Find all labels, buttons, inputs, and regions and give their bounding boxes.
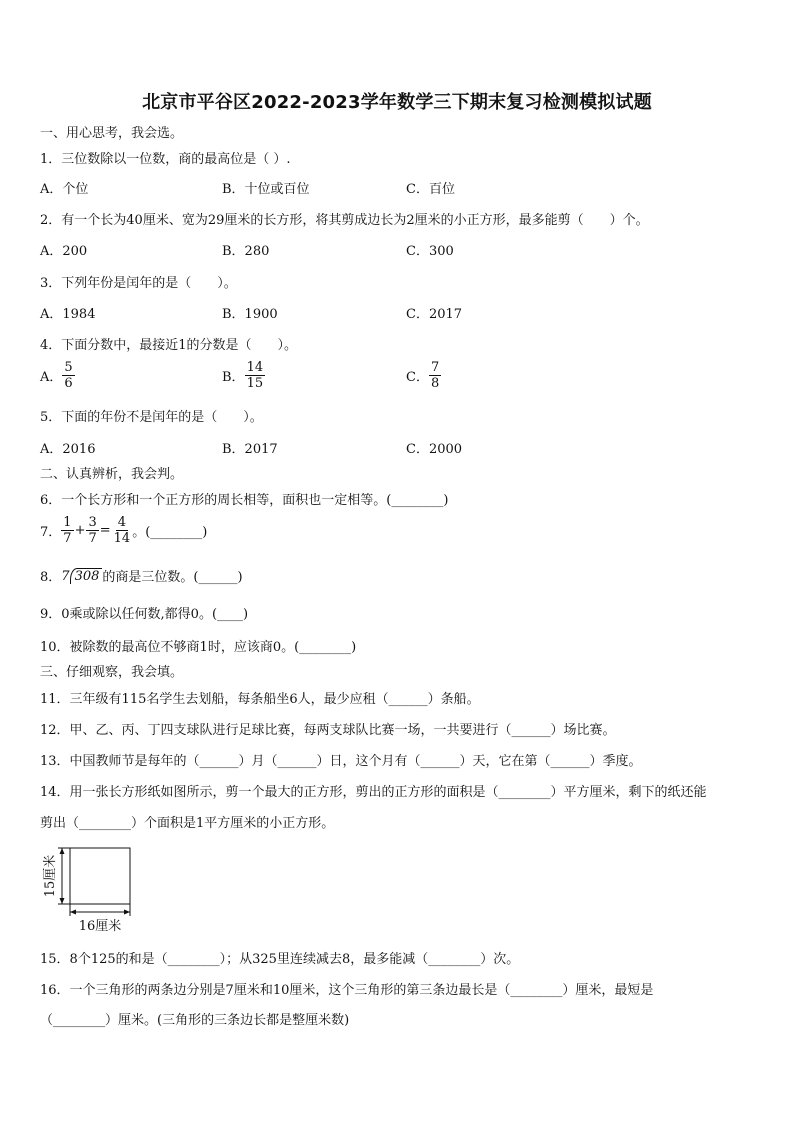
question-10: 10．被除数的最高位不够商1时，应该商0。(________) bbox=[40, 640, 357, 655]
divisor: 7 bbox=[61, 568, 70, 584]
question-16-line-1: 16．一个三角形的两条边分别是7厘米和10厘米，这个三角形的第三条边最长是（________）厘米，最短是 bbox=[40, 983, 654, 998]
plus-sign: + bbox=[74, 523, 86, 538]
fraction-numerator: 3 bbox=[88, 515, 97, 530]
q2-option-b: B．280 bbox=[222, 244, 270, 259]
q5-option-c: C．2000 bbox=[406, 442, 463, 457]
equals-sign: = bbox=[99, 523, 111, 538]
question-14-line-1: 14．用一张长方形纸如图所示，剪一个最大的正方形，剪出的正方形的面积是（________）平方厘米，剩下的纸还能 bbox=[40, 785, 707, 800]
q7-fraction-3 bbox=[112, 515, 133, 546]
arrow-down-icon bbox=[60, 898, 65, 904]
question-13: 13．中国教师节是每年的（______）月（______）日，这个月有（______）天，它在第（______）季度。 bbox=[40, 754, 642, 769]
q2-option-c: C．300 bbox=[406, 244, 454, 259]
question-6: 6．一个长方形和一个正方形的周长相等，面积也一定相等。(________) bbox=[40, 493, 449, 508]
page-title: 北京市平谷区2022-2023学年数学三下期末复习检测模拟试题 bbox=[142, 92, 652, 113]
question-9: 9．0乘或除以任何数,都得0。(____) bbox=[40, 607, 249, 622]
fraction-numerator: 1 bbox=[63, 515, 72, 530]
arrow-up-icon bbox=[60, 848, 65, 854]
rectangle-outline bbox=[70, 848, 130, 904]
fraction-denominator: 8 bbox=[430, 376, 440, 391]
q4-option-a bbox=[40, 360, 75, 391]
q7-fraction-1 bbox=[61, 515, 73, 546]
section-heading-1: 一、用心思考，我会选。 bbox=[40, 126, 184, 141]
question-12: 12．甲、乙、丙、丁四支球队进行足球比赛，每两支球队比赛一场，一共要进行（______）场比赛。 bbox=[40, 723, 616, 738]
q1-option-a: A．个位 bbox=[40, 182, 89, 197]
q4-option-b bbox=[222, 360, 265, 391]
q8-number: 8． bbox=[40, 570, 62, 585]
q7-suffix: 。(________) bbox=[132, 525, 208, 540]
arrow-left-icon bbox=[70, 910, 76, 915]
q4-option-c-label: C． bbox=[406, 370, 429, 385]
question-16-line-2: （________）厘米。(三角形的三条边长都是整厘米数) bbox=[40, 1013, 350, 1028]
height-label: 15厘米 bbox=[43, 854, 58, 898]
q5-option-b: B．2017 bbox=[222, 442, 278, 457]
arrow-right-icon bbox=[124, 910, 130, 915]
q4-option-b-label: B． bbox=[222, 370, 245, 385]
q4-option-c bbox=[406, 360, 441, 391]
question-1: 1．三位数除以一位数，商的最高位是（ ）. bbox=[40, 152, 291, 167]
q3-option-a: A．1984 bbox=[40, 307, 96, 322]
question-4: 4．下面分数中，最接近1的分数是（ ）。 bbox=[40, 338, 298, 353]
q1-option-b: B．十位或百位 bbox=[222, 182, 310, 197]
question-15: 15．8个125的和是（________）；从325里连续减去8，最多能减（________）次。 bbox=[40, 952, 520, 967]
q4-option-c-fraction bbox=[429, 360, 441, 391]
fraction-denominator: 7 bbox=[63, 531, 72, 546]
fraction-denominator: 6 bbox=[64, 376, 73, 391]
fraction-numerator: 14 bbox=[246, 360, 264, 375]
question-5: 5．下面的年份不是闰年的是（ ）。 bbox=[40, 410, 263, 425]
question-3: 3．下列年份是闰年的是（ ）。 bbox=[40, 276, 237, 291]
fraction-numerator: 4 bbox=[117, 515, 127, 530]
dividend: 308 bbox=[70, 568, 103, 584]
q1-option-c: C．百位 bbox=[406, 182, 455, 197]
fraction-denominator: 7 bbox=[88, 531, 97, 546]
fraction-numerator: 7 bbox=[430, 360, 440, 375]
fraction-denominator: 14 bbox=[113, 531, 131, 546]
q7-number: 7． bbox=[40, 525, 62, 540]
long-division-symbol bbox=[61, 568, 102, 584]
rectangle-figure bbox=[40, 842, 150, 936]
question-8 bbox=[40, 566, 243, 585]
q4-option-a-label: A． bbox=[40, 370, 63, 385]
question-2: 2．有一个长为40厘米、宽为29厘米的长方形，将其剪成边长为2厘米的小正方形，最多能剪（ ）个。 bbox=[40, 213, 649, 228]
q8-suffix: 的商是三位数。(______) bbox=[102, 570, 243, 585]
q3-option-c: C．2017 bbox=[406, 307, 463, 322]
q2-option-a: A．200 bbox=[40, 244, 88, 259]
question-14-line-2: 剪出（________）个面积是1平方厘米的小正方形。 bbox=[40, 816, 335, 831]
q7-fraction-2 bbox=[86, 515, 98, 546]
q4-option-a-fraction bbox=[62, 360, 74, 391]
question-7 bbox=[40, 515, 207, 546]
q5-option-a: A．2016 bbox=[40, 442, 96, 457]
fraction-numerator: 5 bbox=[64, 360, 73, 375]
question-11: 11．三年级有115名学生去划船，每条船坐6人，最少应租（______）条船。 bbox=[40, 692, 480, 707]
fraction-denominator: 15 bbox=[246, 376, 264, 391]
width-label: 16厘米 bbox=[78, 919, 122, 934]
section-heading-3: 三、仔细观察，我会填。 bbox=[40, 665, 184, 680]
q4-option-b-fraction bbox=[245, 360, 266, 391]
section-heading-2: 二、认真辨析，我会判。 bbox=[40, 467, 184, 482]
q3-option-b: B．1900 bbox=[222, 307, 278, 322]
